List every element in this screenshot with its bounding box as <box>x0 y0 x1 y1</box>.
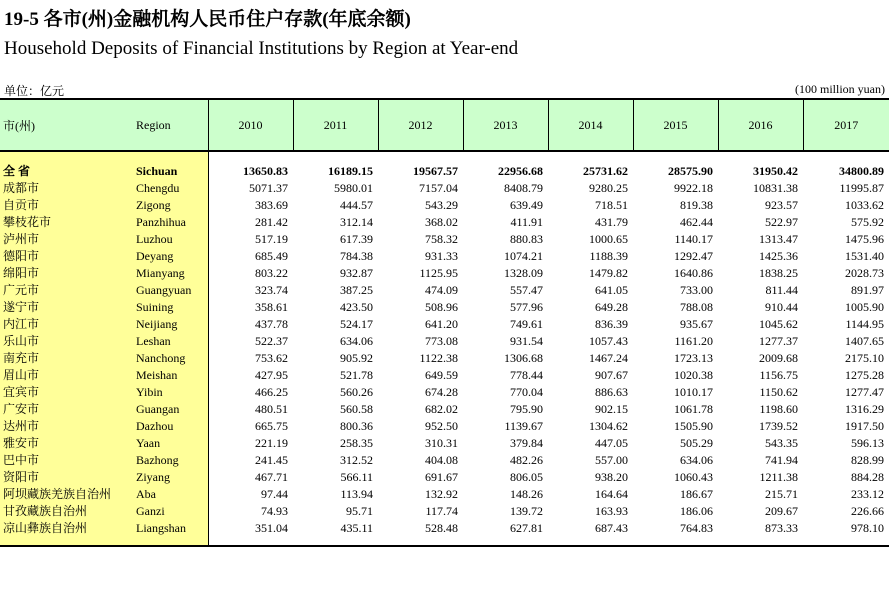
row-value: 186.06 <box>680 504 713 518</box>
row-value: 34800.89 <box>839 164 884 178</box>
header-year: 2017 <box>803 99 889 151</box>
row-value: 521.78 <box>340 368 373 382</box>
row-value: 828.99 <box>851 453 884 467</box>
row-value: 795.90 <box>510 402 543 416</box>
row-name: 内江市 <box>0 316 134 333</box>
row-value: 1467.24 <box>589 351 628 365</box>
row-value: 435.11 <box>340 521 373 535</box>
row-value: 806.05 <box>510 470 543 484</box>
row-value: 5980.01 <box>334 181 373 195</box>
row-value: 2175.10 <box>845 351 884 365</box>
spacer-row <box>0 151 889 163</box>
row-region: Dazhou <box>134 418 208 435</box>
row-value: 1475.96 <box>845 232 884 246</box>
row-value: 1161.20 <box>674 334 713 348</box>
header-year: 2016 <box>718 99 803 151</box>
table-row <box>0 367 889 384</box>
row-value: 1917.50 <box>845 419 884 433</box>
row-value: 935.67 <box>680 317 713 331</box>
row-value: 1020.38 <box>674 368 713 382</box>
row-value: 1144.95 <box>845 317 884 331</box>
row-value: 543.35 <box>765 436 798 450</box>
row-value: 482.26 <box>510 453 543 467</box>
table-row <box>0 503 889 520</box>
row-value: 819.38 <box>680 198 713 212</box>
row-value: 13650.83 <box>243 164 288 178</box>
row-value: 31950.42 <box>753 164 798 178</box>
row-value: 1057.43 <box>589 334 628 348</box>
row-value: 1188.39 <box>589 249 628 263</box>
row-value: 1723.13 <box>674 351 713 365</box>
row-value: 132.92 <box>425 487 458 501</box>
row-name: 雅安市 <box>0 435 134 452</box>
row-value: 233.12 <box>851 487 884 501</box>
row-value: 1640.86 <box>674 266 713 280</box>
row-value: 1316.29 <box>845 402 884 416</box>
row-value: 517.19 <box>255 232 288 246</box>
row-value: 19567.57 <box>413 164 458 178</box>
row-value: 634.06 <box>340 334 373 348</box>
row-name: 资阳市 <box>0 469 134 486</box>
row-value: 836.39 <box>595 317 628 331</box>
row-value: 557.00 <box>595 453 628 467</box>
row-value: 880.83 <box>510 232 543 246</box>
row-name: 凉山彝族自治州 <box>0 520 134 537</box>
row-value: 9280.25 <box>589 181 628 195</box>
row-value: 1060.43 <box>674 470 713 484</box>
row-value: 310.31 <box>425 436 458 450</box>
row-value: 682.02 <box>425 402 458 416</box>
row-value: 467.71 <box>255 470 288 484</box>
row-region: Panzhihua <box>134 214 208 231</box>
row-value: 117.74 <box>425 504 458 518</box>
row-value: 8408.79 <box>504 181 543 195</box>
table-row <box>0 214 889 231</box>
row-value: 10831.38 <box>753 181 798 195</box>
row-name: 自贡市 <box>0 197 134 214</box>
row-value: 462.44 <box>680 215 713 229</box>
unit-label-english: (100 million yuan) <box>795 82 885 96</box>
row-value: 674.28 <box>425 385 458 399</box>
row-value: 97.44 <box>261 487 288 501</box>
row-value: 74.93 <box>261 504 288 518</box>
row-value: 560.58 <box>340 402 373 416</box>
row-value: 368.02 <box>425 215 458 229</box>
row-value: 596.13 <box>851 436 884 450</box>
row-value: 617.39 <box>340 232 373 246</box>
row-value: 873.33 <box>765 521 798 535</box>
total-row <box>0 163 889 180</box>
row-value: 932.87 <box>340 266 373 280</box>
row-region: Guangan <box>134 401 208 418</box>
row-value: 641.20 <box>425 317 458 331</box>
row-value: 323.74 <box>255 283 288 297</box>
row-value: 411.91 <box>510 215 543 229</box>
row-value: 1139.67 <box>504 419 543 433</box>
row-value: 1033.62 <box>845 198 884 212</box>
header-year: 2014 <box>548 99 633 151</box>
row-value: 383.69 <box>255 198 288 212</box>
row-value: 753.62 <box>255 351 288 365</box>
row-value: 226.66 <box>851 504 884 518</box>
table-row <box>0 231 889 248</box>
row-value: 505.29 <box>680 436 713 450</box>
row-value: 163.93 <box>595 504 628 518</box>
row-value: 221.19 <box>255 436 288 450</box>
row-value: 685.49 <box>255 249 288 263</box>
row-value: 1425.36 <box>759 249 798 263</box>
row-value: 466.25 <box>255 385 288 399</box>
row-value: 358.61 <box>255 300 288 314</box>
row-name: 宜宾市 <box>0 384 134 401</box>
table-row <box>0 486 889 503</box>
row-name: 巴中市 <box>0 452 134 469</box>
table-row <box>0 248 889 265</box>
row-region: Liangshan <box>134 520 208 537</box>
row-value: 1838.25 <box>759 266 798 280</box>
row-value: 258.35 <box>340 436 373 450</box>
row-value: 1275.28 <box>845 368 884 382</box>
row-value: 2009.68 <box>759 351 798 365</box>
row-value: 560.26 <box>340 385 373 399</box>
row-value: 25731.62 <box>583 164 628 178</box>
row-value: 522.97 <box>765 215 798 229</box>
row-value: 884.28 <box>851 470 884 484</box>
row-value: 528.48 <box>425 521 458 535</box>
table-row <box>0 401 889 418</box>
row-value: 95.71 <box>346 504 373 518</box>
row-region: Leshan <box>134 333 208 350</box>
page-title-english: Household Deposits of Financial Institutions by Region at Year-end <box>4 38 519 59</box>
row-region: Neijiang <box>134 316 208 333</box>
row-value: 788.08 <box>680 300 713 314</box>
row-value: 1407.65 <box>845 334 884 348</box>
row-value: 1122.38 <box>419 351 458 365</box>
unit-label-chinese: 单位：亿元 <box>4 84 65 98</box>
row-value: 281.42 <box>255 215 288 229</box>
row-value: 641.05 <box>595 283 628 297</box>
row-value: 1045.62 <box>759 317 798 331</box>
row-value: 639.49 <box>510 198 543 212</box>
header-year: 2013 <box>463 99 548 151</box>
header-year: 2012 <box>378 99 463 151</box>
row-name: 泸州市 <box>0 231 134 248</box>
row-region: Ganzi <box>134 503 208 520</box>
row-name: 德阳市 <box>0 248 134 265</box>
row-value: 1306.68 <box>504 351 543 365</box>
row-value: 566.11 <box>340 470 373 484</box>
row-value: 1292.47 <box>674 249 713 263</box>
row-value: 886.63 <box>595 385 628 399</box>
row-value: 312.52 <box>340 453 373 467</box>
row-value: 437.78 <box>255 317 288 331</box>
row-region: Ziyang <box>134 469 208 486</box>
row-value: 431.79 <box>595 215 628 229</box>
table-row <box>0 418 889 435</box>
row-value: 952.50 <box>425 419 458 433</box>
row-value: 891.97 <box>851 283 884 297</box>
row-value: 1531.40 <box>845 249 884 263</box>
row-value: 905.92 <box>340 351 373 365</box>
row-value: 784.38 <box>340 249 373 263</box>
deposits-table <box>0 98 889 547</box>
row-value: 524.17 <box>340 317 373 331</box>
row-value: 1313.47 <box>759 232 798 246</box>
table-row <box>0 520 889 537</box>
row-value: 811.44 <box>765 283 798 297</box>
row-value: 803.22 <box>255 266 288 280</box>
row-value: 931.33 <box>425 249 458 263</box>
row-value: 1061.78 <box>674 402 713 416</box>
table-row <box>0 384 889 401</box>
row-value: 749.61 <box>510 317 543 331</box>
header-year: 2011 <box>293 99 378 151</box>
table-row <box>0 452 889 469</box>
row-value: 1479.82 <box>589 266 628 280</box>
row-value: 1505.90 <box>674 419 713 433</box>
row-value: 148.26 <box>510 487 543 501</box>
row-region: Nanchong <box>134 350 208 367</box>
row-value: 215.71 <box>765 487 798 501</box>
row-value: 1328.09 <box>504 266 543 280</box>
row-value: 543.29 <box>425 198 458 212</box>
row-value: 649.28 <box>595 300 628 314</box>
row-value: 1150.62 <box>759 385 798 399</box>
row-region: Suining <box>134 299 208 316</box>
row-value: 379.84 <box>510 436 543 450</box>
row-value: 351.04 <box>255 521 288 535</box>
table-row <box>0 282 889 299</box>
row-region: Sichuan <box>134 163 208 180</box>
header-region: Region <box>134 99 208 151</box>
row-value: 910.44 <box>765 300 798 314</box>
row-region: Yibin <box>134 384 208 401</box>
header-row <box>0 99 889 151</box>
row-value: 474.09 <box>425 283 458 297</box>
row-value: 7157.04 <box>419 181 458 195</box>
row-region: Luzhou <box>134 231 208 248</box>
row-value: 423.50 <box>340 300 373 314</box>
row-value: 1739.52 <box>759 419 798 433</box>
table-row <box>0 265 889 282</box>
row-value: 778.44 <box>510 368 543 382</box>
row-value: 444.57 <box>340 198 373 212</box>
table-row <box>0 180 889 197</box>
row-name: 乐山市 <box>0 333 134 350</box>
row-value: 1005.90 <box>845 300 884 314</box>
row-value: 800.36 <box>340 419 373 433</box>
row-value: 480.51 <box>255 402 288 416</box>
row-value: 9922.18 <box>674 181 713 195</box>
row-name: 广安市 <box>0 401 134 418</box>
row-value: 113.94 <box>340 487 373 501</box>
row-value: 11995.87 <box>839 181 884 195</box>
row-name: 甘孜藏族自治州 <box>0 503 134 520</box>
row-region: Chengdu <box>134 180 208 197</box>
row-value: 938.20 <box>595 470 628 484</box>
row-name: 全省 <box>0 163 134 180</box>
row-name: 成都市 <box>0 180 134 197</box>
row-value: 1304.62 <box>589 419 628 433</box>
row-value: 5071.37 <box>249 181 288 195</box>
row-value: 741.94 <box>765 453 798 467</box>
row-name: 南充市 <box>0 350 134 367</box>
row-value: 241.45 <box>255 453 288 467</box>
table-row <box>0 469 889 486</box>
header-year: 2010 <box>208 99 293 151</box>
header-year: 2015 <box>633 99 718 151</box>
row-value: 718.51 <box>595 198 628 212</box>
row-value: 649.59 <box>425 368 458 382</box>
row-value: 2028.73 <box>845 266 884 280</box>
row-value: 907.67 <box>595 368 628 382</box>
row-value: 758.32 <box>425 232 458 246</box>
row-value: 634.06 <box>680 453 713 467</box>
row-region: Zigong <box>134 197 208 214</box>
row-value: 978.10 <box>851 521 884 535</box>
row-name: 遂宁市 <box>0 299 134 316</box>
table-row <box>0 435 889 452</box>
row-value: 687.43 <box>595 521 628 535</box>
row-value: 770.04 <box>510 385 543 399</box>
row-value: 577.96 <box>510 300 543 314</box>
row-value: 1010.17 <box>674 385 713 399</box>
row-value: 575.92 <box>851 215 884 229</box>
row-region: Mianyang <box>134 265 208 282</box>
row-value: 16189.15 <box>328 164 373 178</box>
row-region: Deyang <box>134 248 208 265</box>
row-name: 阿坝藏族羌族自治州 <box>0 486 134 503</box>
page-title-chinese: 19-5 各市(州)金融机构人民币住户存款(年底余额) <box>4 9 411 30</box>
table-row <box>0 333 889 350</box>
row-region: Yaan <box>134 435 208 452</box>
row-value: 902.15 <box>595 402 628 416</box>
row-name: 攀枝花市 <box>0 214 134 231</box>
row-value: 1156.75 <box>759 368 798 382</box>
row-value: 508.96 <box>425 300 458 314</box>
row-name: 达州市 <box>0 418 134 435</box>
row-value: 691.67 <box>425 470 458 484</box>
row-value: 1211.38 <box>759 470 798 484</box>
row-name: 眉山市 <box>0 367 134 384</box>
row-value: 209.67 <box>765 504 798 518</box>
row-value: 1277.47 <box>845 385 884 399</box>
row-value: 1074.21 <box>504 249 543 263</box>
row-value: 427.95 <box>255 368 288 382</box>
row-value: 404.08 <box>425 453 458 467</box>
row-value: 447.05 <box>595 436 628 450</box>
row-value: 733.00 <box>680 283 713 297</box>
row-region: Aba <box>134 486 208 503</box>
spacer-row <box>0 537 889 546</box>
row-value: 139.72 <box>510 504 543 518</box>
row-value: 522.37 <box>255 334 288 348</box>
row-value: 22956.68 <box>498 164 543 178</box>
row-value: 1140.17 <box>674 232 713 246</box>
row-value: 764.83 <box>680 521 713 535</box>
row-value: 627.81 <box>510 521 543 535</box>
row-region: Guangyuan <box>134 282 208 299</box>
row-name: 广元市 <box>0 282 134 299</box>
row-region: Bazhong <box>134 452 208 469</box>
row-value: 1198.60 <box>759 402 798 416</box>
row-value: 773.08 <box>425 334 458 348</box>
table-row <box>0 316 889 333</box>
row-name: 绵阳市 <box>0 265 134 282</box>
row-value: 1000.65 <box>589 232 628 246</box>
table-row <box>0 197 889 214</box>
row-value: 1125.95 <box>419 266 458 280</box>
row-value: 1277.37 <box>759 334 798 348</box>
row-value: 312.14 <box>340 215 373 229</box>
table-row <box>0 350 889 367</box>
row-value: 665.75 <box>255 419 288 433</box>
row-region: Meishan <box>134 367 208 384</box>
row-value: 923.57 <box>765 198 798 212</box>
row-value: 931.54 <box>510 334 543 348</box>
row-value: 186.67 <box>680 487 713 501</box>
row-value: 164.64 <box>595 487 628 501</box>
table-row <box>0 299 889 316</box>
header-name: 市(州) <box>0 99 134 151</box>
row-value: 557.47 <box>510 283 543 297</box>
row-value: 387.25 <box>340 283 373 297</box>
row-value: 28575.90 <box>668 164 713 178</box>
